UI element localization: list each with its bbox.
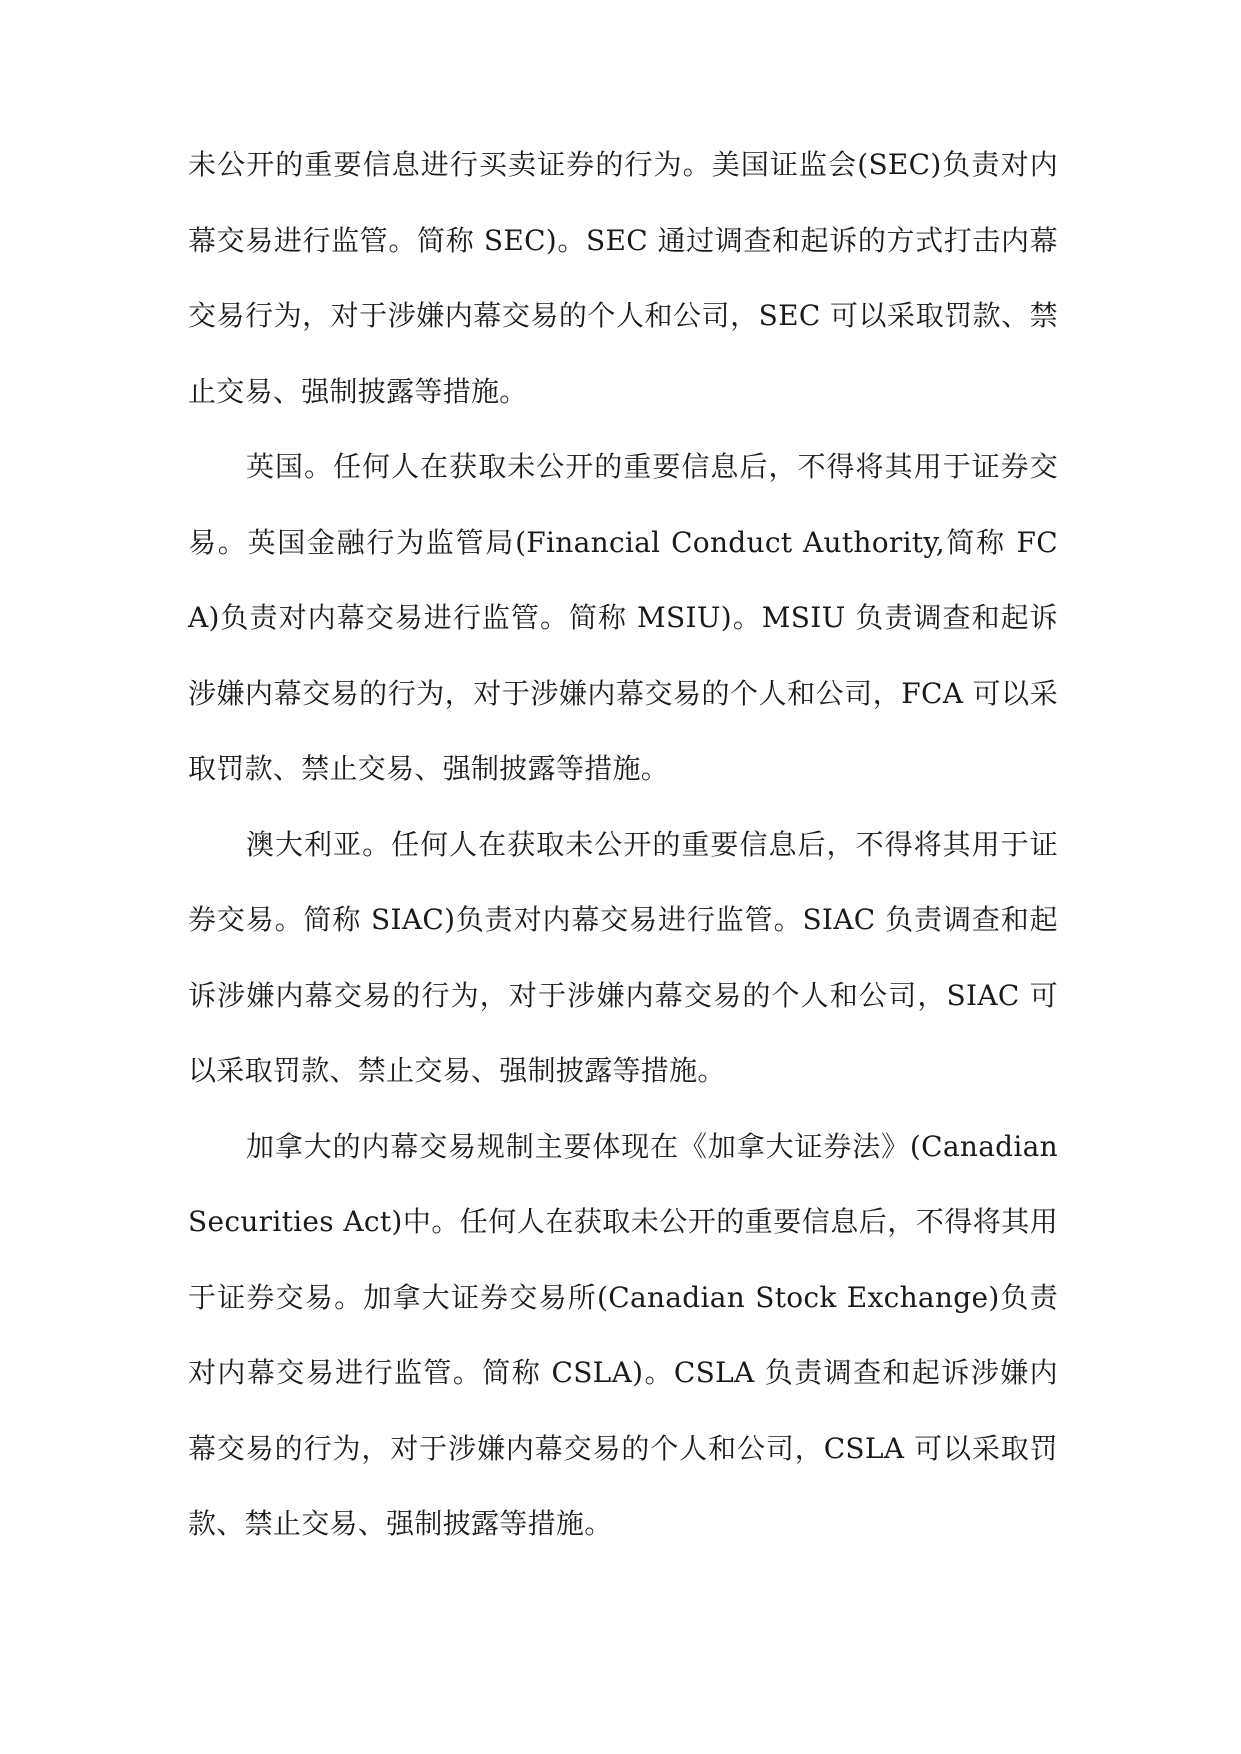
paragraph-canada: 加拿大的内幕交易规制主要体现在《加拿大证券法》(Canadian Securities Act)中。任何人在获取未公开的重要信息后，不得将其用于证券交易。加拿大证券交易所(Canadian Stock Exchange)负责对内幕交易进行监管。简称 CSLA)。CSLA 负责调查和起诉涉嫌内幕交易的行为，对于涉嫌内幕交易的个人和公司，CSLA 可以采取罚款、禁止交易、强制披露等措施。 (188, 1129, 1058, 1540)
document-body (188, 127, 1058, 1562)
paragraph-us-sec: 未公开的重要信息进行买卖证券的行为。美国证监会(SEC)负责对内幕交易进行监管。简称 SEC)。SEC 通过调查和起诉的方式打击内幕交易行为，对于涉嫌内幕交易的个人和公司，SEC 可以采取罚款、禁止交易、强制披露等措施。 (188, 148, 1058, 408)
paragraph-australia: 澳大利亚。任何人在获取未公开的重要信息后，不得将其用于证券交易。简称 SIAC)负责对内幕交易进行监管。SIAC 负责调查和起诉涉嫌内幕交易的行为，对于涉嫌内幕交易的个人和公司，SIAC 可以采取罚款、禁止交易、强制披露等措施。 (188, 827, 1058, 1087)
paragraph-uk-fca: 英国。任何人在获取未公开的重要信息后，不得将其用于证券交易。英国金融行为监管局(Financial Conduct Authority,简称 FCA)负责对内幕交易进行监管。简称 MSIU)。MSIU 负责调查和起诉涉嫌内幕交易的行为，对于涉嫌内幕交易的个人和公司，FCA 可以采取罚款、禁止交易、强制披露等措施。 (188, 450, 1058, 785)
